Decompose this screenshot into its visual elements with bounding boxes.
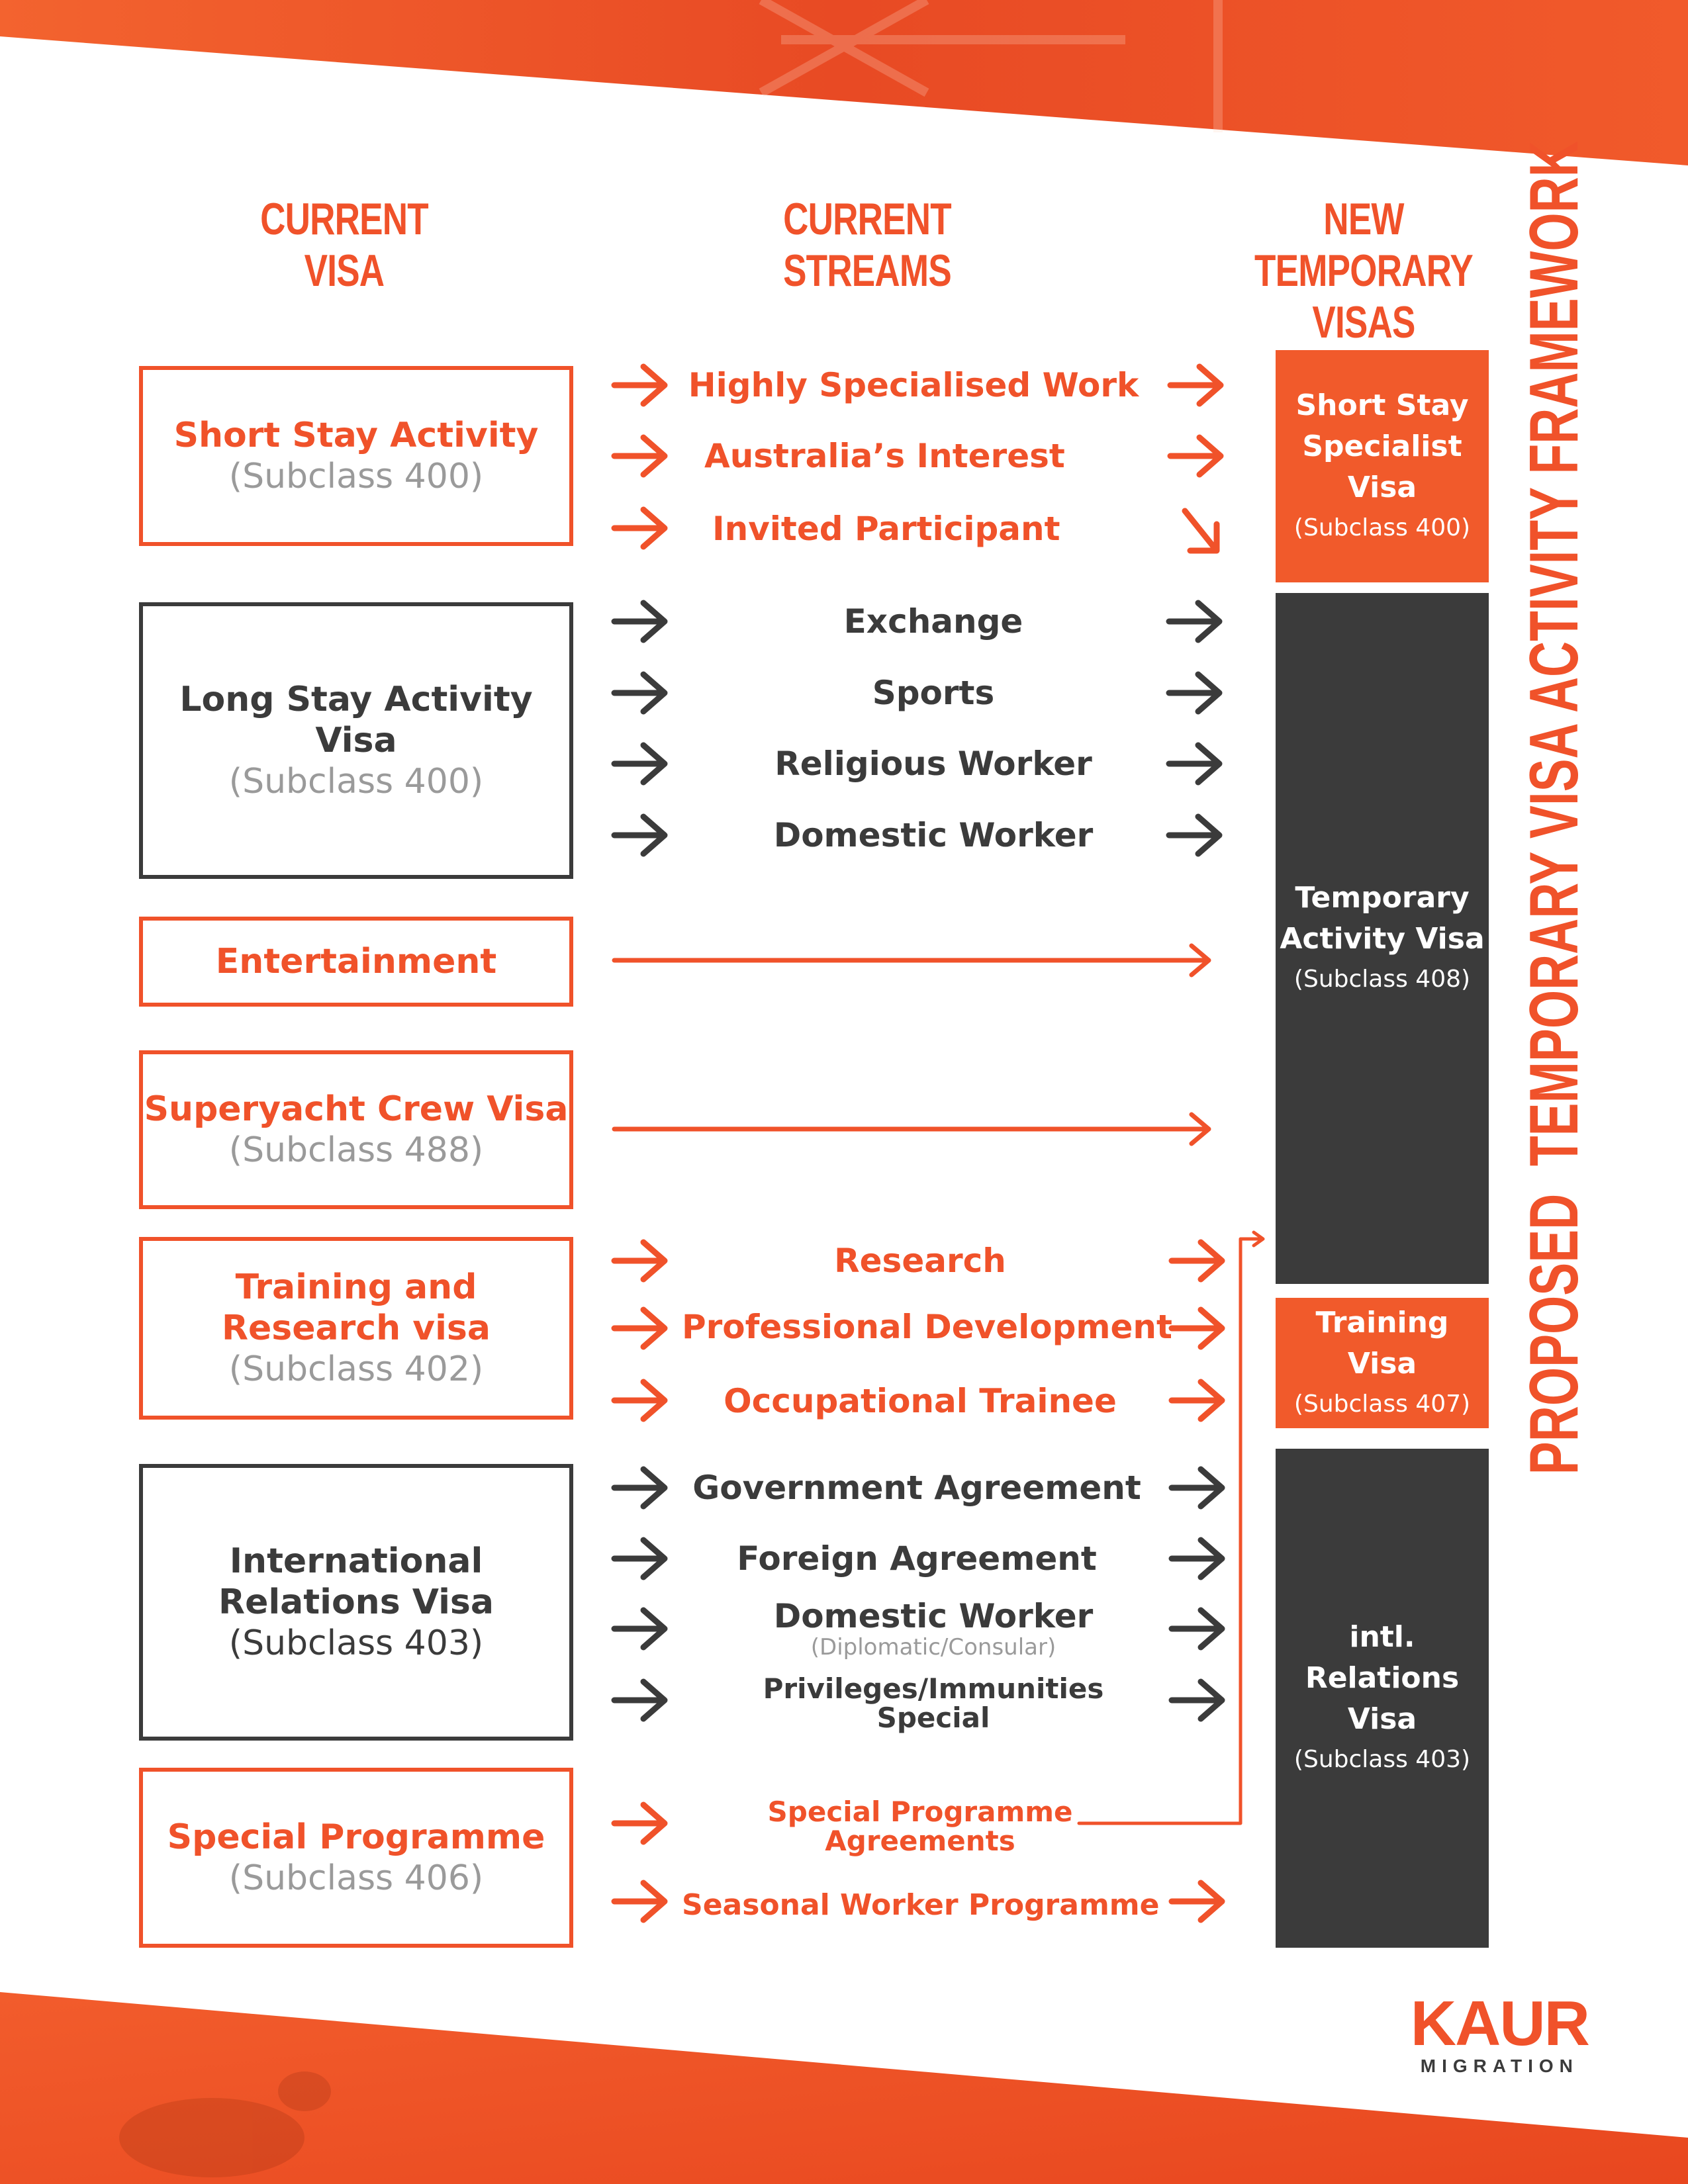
arrow-right-icon bbox=[1172, 1382, 1222, 1419]
visa-subclass: (Subclass 403) bbox=[228, 1623, 484, 1663]
arrow-long-superyacht bbox=[614, 1115, 1209, 1144]
right-arrows-orange bbox=[1170, 367, 1222, 1920]
long-arrows bbox=[614, 946, 1209, 1144]
stream-domestic-worker: Domestic Worker bbox=[773, 816, 1094, 854]
arrow-right-icon bbox=[614, 603, 665, 640]
left-arrows-dark bbox=[614, 603, 665, 1719]
arrow-right-icon bbox=[1172, 1610, 1222, 1647]
stream-australias-interest: Australia’s Interest bbox=[704, 437, 1065, 475]
arrow-right-icon bbox=[614, 367, 665, 404]
arrow-long-entertainment bbox=[614, 946, 1209, 975]
new-visa-subclass: (Subclass 403) bbox=[1293, 1746, 1471, 1773]
arrow-right-icon bbox=[614, 817, 665, 854]
arrow-right-icon bbox=[1172, 1540, 1222, 1577]
new-visa-name: Temporary Activity Visa bbox=[1280, 881, 1485, 956]
visa-subclass: (Subclass 402) bbox=[228, 1349, 484, 1389]
visa-subclass: (Subclass 488) bbox=[228, 1130, 484, 1170]
stream-special-programme-agreements: Special Programme Agreements bbox=[767, 1796, 1073, 1857]
connector-special-programme bbox=[1079, 1232, 1263, 1823]
visa-name: Special Programme bbox=[167, 1817, 545, 1857]
arrow-right-icon bbox=[1169, 674, 1219, 711]
visa-name: Entertainment bbox=[215, 942, 497, 981]
arrow-right-icon bbox=[614, 1469, 665, 1506]
arrow-right-icon bbox=[614, 1382, 665, 1419]
arrow-right-icon bbox=[1172, 1469, 1222, 1506]
arrow-right-icon bbox=[614, 1610, 665, 1647]
arrow-down-right-icon bbox=[1185, 511, 1217, 551]
visa-subclass: (Subclass 400) bbox=[228, 457, 484, 496]
arrow-right-icon bbox=[1170, 437, 1221, 475]
arrow-right-icon bbox=[1169, 745, 1219, 782]
arrow-right-icon bbox=[614, 1682, 665, 1719]
stream-religious-worker: Religious Worker bbox=[774, 745, 1092, 783]
stream-exchange: Exchange bbox=[843, 602, 1023, 641]
arrow-right-icon bbox=[614, 1310, 665, 1347]
stream-government-agreement: Government Agreement bbox=[692, 1469, 1141, 1507]
arrow-right-icon bbox=[1172, 1310, 1222, 1347]
arrow-right-icon bbox=[614, 437, 665, 475]
arrow-right-icon bbox=[614, 1242, 665, 1279]
arrow-right-icon bbox=[1170, 367, 1221, 404]
stream-seasonal-worker-programme: Seasonal Worker Programme bbox=[682, 1888, 1160, 1922]
new-visa-name: Short Stay Specialist Visa bbox=[1295, 388, 1469, 504]
stream-invited-participant: Invited Participant bbox=[712, 510, 1060, 548]
new-visa-name: intl. Relations Visa bbox=[1305, 1620, 1460, 1736]
header-current-visa: CURRENT VISA bbox=[260, 194, 428, 296]
stream-occupational-trainee: Occupational Trainee bbox=[724, 1382, 1117, 1420]
stream-privileges-immunities-special: Privileges/Immunities Special bbox=[763, 1672, 1104, 1734]
side-title-proposed-framework: PROPOSED TEMPORARY VISA ACTIVITY FRAMEWORK bbox=[1516, 141, 1593, 1475]
arrow-right-icon bbox=[614, 1540, 665, 1577]
arrow-right-icon bbox=[1169, 817, 1219, 854]
visa-name: International Relations Visa bbox=[218, 1541, 494, 1622]
arrow-right-icon bbox=[614, 1805, 665, 1842]
visa-subclass: (Subclass 400) bbox=[228, 762, 484, 801]
visa-subclass: (Subclass 406) bbox=[228, 1858, 484, 1898]
header-current-streams: CURRENT STREAMS bbox=[783, 194, 951, 296]
visa-name: Superyacht Crew Visa bbox=[144, 1089, 569, 1129]
stream-label: Domestic Worker bbox=[773, 1597, 1094, 1635]
stream-research: Research bbox=[834, 1242, 1006, 1280]
stream-professional-development: Professional Development bbox=[682, 1308, 1172, 1346]
header-new-temporary-visas: NEW TEMPORARY VISAS bbox=[1254, 194, 1473, 347]
right-arrows-dark bbox=[1169, 603, 1222, 1719]
arrow-right-icon bbox=[1169, 603, 1219, 640]
stream-sports: Sports bbox=[872, 674, 995, 712]
arrow-right-icon bbox=[1172, 1883, 1222, 1920]
arrow-right-icon bbox=[1172, 1242, 1222, 1279]
left-arrows-orange bbox=[614, 367, 665, 1920]
new-visa-name: Training Visa bbox=[1315, 1305, 1449, 1381]
visa-name: Short Stay Activity bbox=[173, 416, 539, 455]
visa-name: Training and Research visa bbox=[222, 1267, 491, 1348]
arrow-right-icon bbox=[614, 1883, 665, 1920]
arrow-right-icon bbox=[614, 745, 665, 782]
stream-foreign-agreement: Foreign Agreement bbox=[737, 1539, 1097, 1578]
visa-name: Long Stay Activity Visa bbox=[179, 680, 533, 760]
stream-highly-specialised-work: Highly Specialised Work bbox=[688, 366, 1139, 404]
kaur-migration-logo bbox=[1410, 1988, 1589, 2077]
new-visa-subclass: (Subclass 400) bbox=[1293, 514, 1471, 541]
logo-wordmark: KAUR bbox=[1410, 1988, 1589, 2059]
new-visa-subclass: (Subclass 407) bbox=[1293, 1390, 1471, 1418]
arrow-right-icon bbox=[614, 674, 665, 711]
logo-tagline: MIGRATION bbox=[1420, 2056, 1579, 2076]
new-visa-subclass: (Subclass 408) bbox=[1293, 966, 1471, 993]
arrow-right-icon bbox=[1172, 1682, 1222, 1719]
stream-note: (Diplomatic/Consular) bbox=[810, 1634, 1056, 1661]
arrow-right-icon bbox=[614, 510, 665, 547]
